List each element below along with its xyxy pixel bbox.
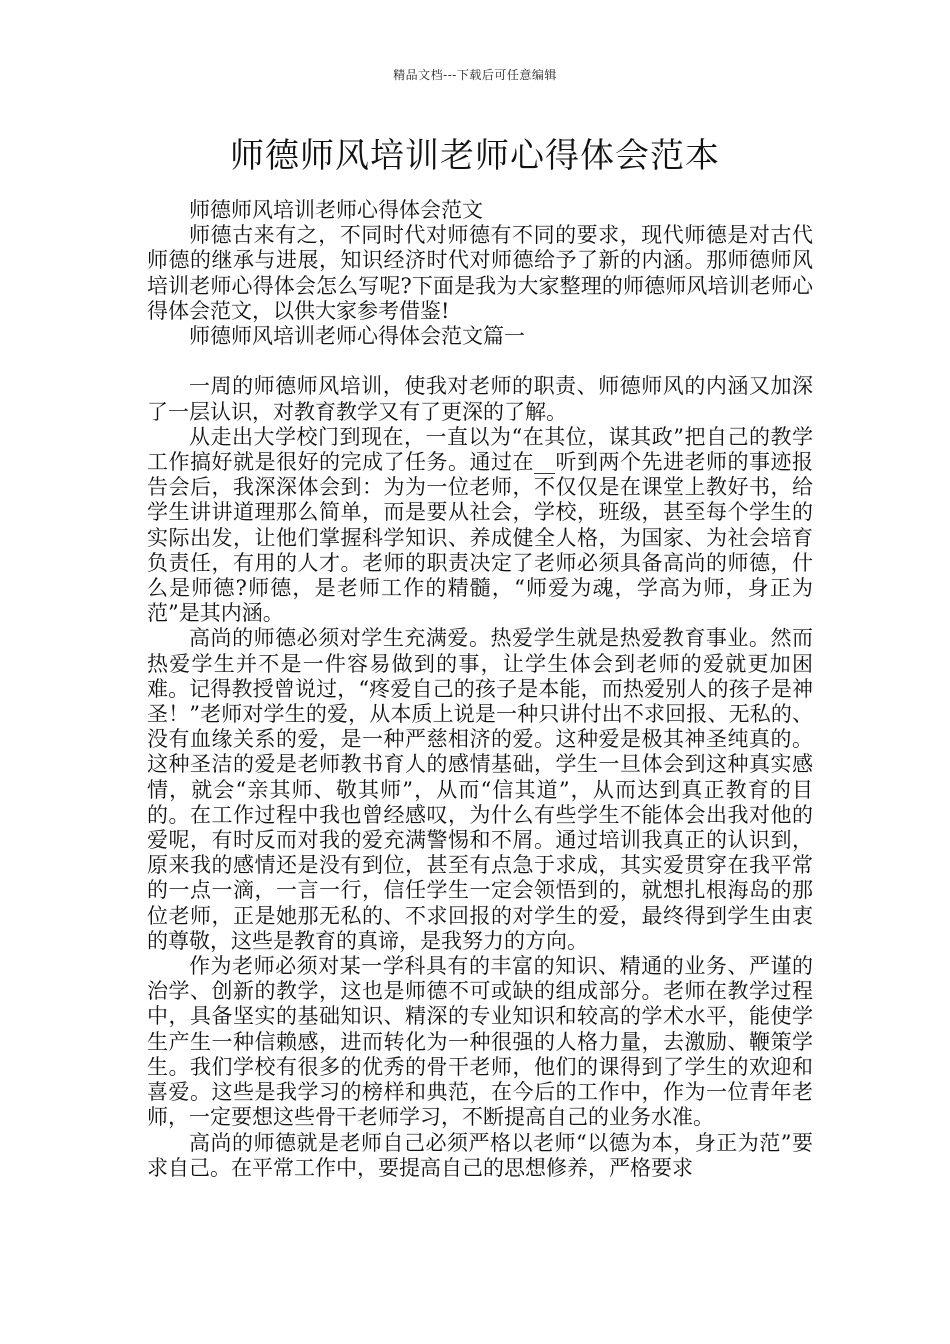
paragraph: 高尚的师德就是老师自己必须严格以老师“以德为本，身正为范”要求自己。在平常工作中，要提高自己的思想修养，严格要求 — [147, 1130, 813, 1180]
paragraph-spacer — [147, 349, 813, 374]
page-header-note: 精品文档---下载后可任意编辑 — [393, 68, 557, 82]
paragraph: 从走出大学校门到现在，一直以为“在其位，谋其政”把自己的教学工作搞好就是很好的完成了任务。通过在__听到两个先进老师的事迹报告会后，我深深体会到：为为一位老师，不仅仅是在课堂上教好书，给学生讲讲道理那么简单，而是要从社会，学校，班级，甚至每个学生的实际出发，让他们掌握科学知识、养成健全人格，为国家、为社会培育负责任，有用的人才。老师的职责决定了老师必须具备高尚的师德，什么是师德?师德，是老师工作的精髓，“师爱为魂，学高为师，身正为范”是其内涵。 — [147, 424, 813, 626]
paragraph-intro: 师德古来有之，不同时代对师德有不同的要求，现代师德是对古代师德的继承与进展，知识经济时代对师德给予了新的内涵。那师德师风培训老师心得体会怎么写呢?下面是我为大家整理的师德师风培训老师心得体会范文，以供大家参考借鉴! — [147, 223, 813, 323]
paragraph: 高尚的师德必须对学生充满爱。热爱学生就是热爱教育事业。然而热爱学生并不是一件容易做到的事，让学生体会到老师的爱就更加困难。记得教授曾说过，“疼爱自己的孩子是本能，而热爱别人的孩子是神圣！”老师对学生的爱，从本质上说是一种只讲付出不求回报、无私的、没有血缘关系的爱，是一种严慈相济的爱。这种爱是极其神圣纯真的。这种圣洁的爱是老师教书育人的感情基础，学生一旦体会到这种真实感情，就会“亲其师、敬其师”，从而“信其道”，从而达到真正教育的目的。在工作过程中我也曾经感叹，为什么有些学生不能体会出我对他的爱呢，有时反而对我的爱充满警惕和不屑。通过培训我真正的认识到，原来我的感情还是没有到位，甚至有点急于求成，其实爱贯穿在我平常的一点一滴，一言一行，信任学生一定会领悟到的，就想扎根海岛的那位老师，正是她那无私的、不求回报的对学生的爱，最终得到学生由衷的尊敬，这些是教育的真谛，是我努力的方向。 — [147, 626, 813, 953]
document-title: 师德师风培训老师心得体会范本 — [230, 136, 720, 176]
paragraph: 一周的师德师风培训，使我对老师的职责、师德师风的内涵又加深了一层认识，对教育教学又有了更深的了解。 — [147, 374, 813, 424]
paragraph-subtitle: 师德师风培训老师心得体会范文 — [189, 198, 483, 222]
document-body — [147, 198, 813, 1181]
paragraph: 作为老师必须对某一学科具有的丰富的知识、精通的业务、严谨的治学、创新的教学，这也是师德不可或缺的组成部分。老师在教学过程中，具备坚实的基础知识、精深的专业知识和较高的学术水平，能使学生产生一种信赖感，进而转化为一种很强的人格力量，去激励、鞭策学生。我们学校有很多的优秀的骨干老师，他们的课得到了学生的欢迎和喜爱。这些是我学习的榜样和典范，在今后的工作中，作为一位青年老师，一定要想这些骨干老师学习，不断提高自己的业务水准。 — [147, 954, 813, 1130]
paragraph-section-heading: 师德师风培训老师心得体会范文篇一 — [189, 324, 525, 349]
